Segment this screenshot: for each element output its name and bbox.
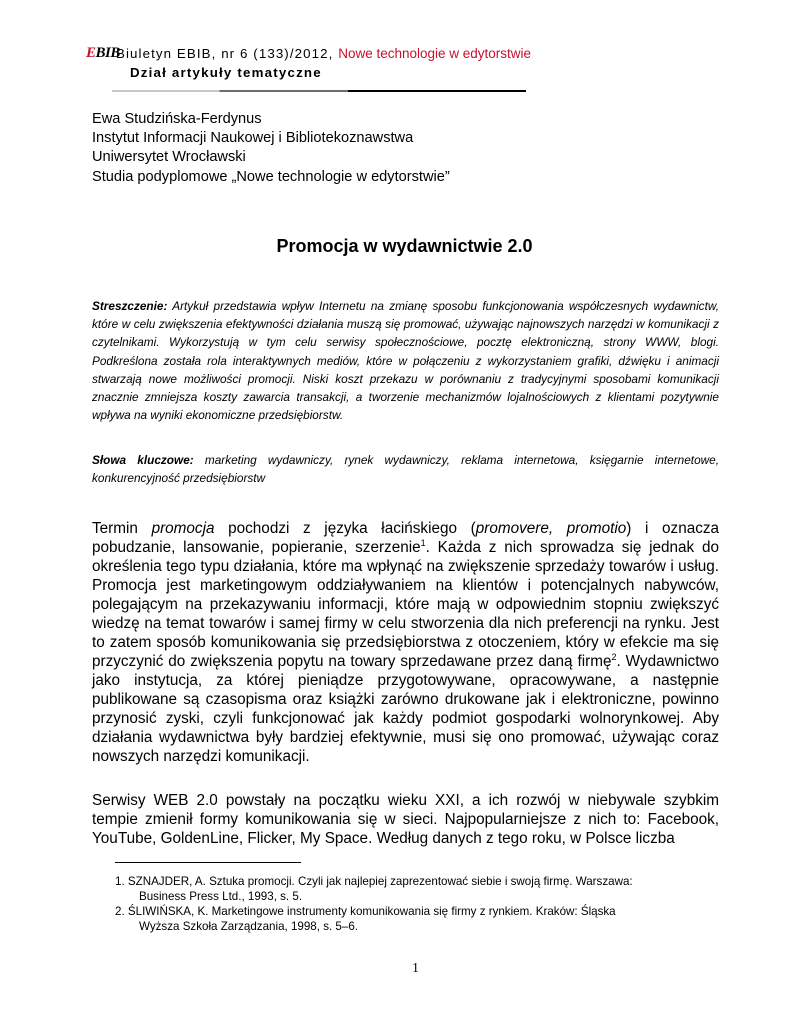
- page-number: 1: [412, 960, 419, 975]
- footnote-divider: [115, 862, 301, 863]
- abstract-text: Artykuł przedstawia wpływ Internetu na zmianę sposobu funkcjonowania współczesnych wydawnictw, które w celu zwiększenia efektywności działania muszą się promować, używając najnowszych narzędzi w komunikacji z czytelnikami. Wykorzystują w tym celu serwisy społecznościowe, pocztę elektroniczną, strony WWW, blogi. Podkreślona została rola interaktywnych mediów, które w połączeniu z wykorzystaniem grafiki, dźwięku i animacji stwarzają nowe możliwości promocji. Niski koszt przekazu w porównaniu z tradycyjnymi sposobami komunikacji znacznie zmniejsza koszty zawarcia transakcji, a tworzenie mechanizmów lojalnościowych z klientami pozytywnie wpływa na wyniki ekonomiczne przedsiębiorstw.: [92, 299, 720, 423]
- bulletin-info: Biuletyn EBIB, nr 6 (133)/2012,: [116, 46, 334, 61]
- author-institute: Instytut Informacji Naukowej i Bibliotekoznawstwa: [92, 130, 414, 147]
- author-block: [92, 110, 450, 187]
- author-program: Studia podyplomowe „Nowe technologie w edytorstwie”: [92, 168, 450, 185]
- footnote-1: 1. SZNAJDER, A. Sztuka promocji. Czyli jak najlepiej zaprezentować siebie i swoją firmę. Warszawa: Business Press Ltd., 1993, s. 5.: [115, 875, 633, 903]
- body-paragraph-1: Termin promocja pochodzi z języka łacińskiego (promovere, promotio) i oznacza pobudzanie, lansowanie, popieranie, szerzenie$^1$. Każda z nich sprowadza się jednak do określenia tego typu działania, które ma wpłynąć na zwiększenie sprzedaży towarów i usług. Promocja jest marketingowym oddziaływaniem na klientów i potencjalnych nabywców, polegającym na przekazywaniu informacji, które mają w odpowiednim stopniu zwiększyć wiedzę na temat towarów i samej firmy w celu stworzenia dla nich preferencji na rynku. Jest to zatem sposób komunikowania się przedsiębiorstwa z otoczeniem, który w efekcie ma się przyczynić do zwiększenia popytu na towary sprzedawane przez daną firmę$^2$. Wydawnictwo jako instytucja, za której pieniądze przygotowywane, opracowywane, a następnie publikowane są czasopisma oraz książki zarówno drukowane jak i elektroniczne, powinno przynosić zyski, czyli funkcjonować jak każdy podmiot gospodarki wolnorynkowej. Aby działania wydawnictwa były bardziej efektywnie, musi się ono promować, używając coraz nowszych narzędzi komunikacji.: [92, 520, 720, 765]
- ebib-logo: EBIB: [86, 45, 120, 61]
- issue-theme: Nowe technologie w edytorstwie: [338, 46, 532, 61]
- footnotes: [115, 874, 715, 934]
- section-label: Dział artykuły tematyczne: [130, 65, 322, 80]
- keywords-label: Słowa kluczowe:: [92, 453, 194, 467]
- author-name: Ewa Studzińska-Ferdynus: [92, 111, 262, 127]
- keywords-text: marketing wydawniczy, rynek wydawniczy, reklama internetowa, księgarnie internetowe, konkurencyjność przedsiębiorstw: [92, 453, 719, 486]
- body-paragraph-2: Serwisy WEB 2.0 powstały na początku wieku XXI, a ich rozwój w niebywale szybkim tempie zmienił formy komunikowania się w sieci. Najpopularniejsze z nich to: Facebook, YouTube, GoldenLine, Flicker, My Space. Według danych z tego roku, w Polsce liczba: [92, 792, 719, 847]
- abstract: [92, 297, 719, 424]
- footnote-2: 2. ŚLIWIŃSKA, K. Marketingowe instrumenty komunikowania się firmy z rynkiem. Kraków: Śląska Wyższa Szkoła Zarządzania, 1998, s. 5–6.: [115, 905, 616, 933]
- footnote-ref-2[interactable]: 2: [611, 652, 617, 662]
- abstract-label: Streszczenie:: [92, 299, 168, 313]
- author-university: Uniwersytet Wrocławski: [92, 149, 246, 166]
- keywords: [92, 451, 719, 487]
- header-divider: [112, 90, 526, 92]
- footnote-ref-1[interactable]: 1: [420, 538, 426, 548]
- article-title: Promocja w wydawnictwie 2.0: [276, 236, 533, 256]
- bulletin-header: [116, 46, 531, 61]
